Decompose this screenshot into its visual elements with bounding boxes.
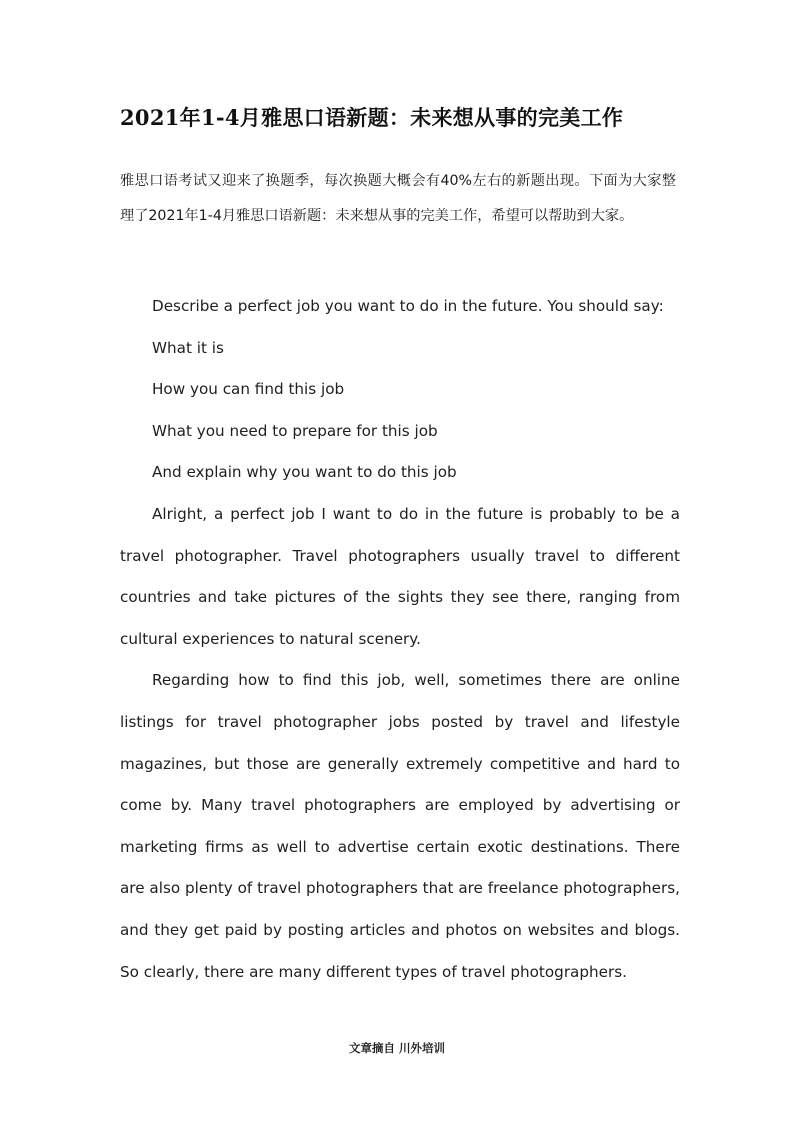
article-body: [120, 286, 680, 993]
prompt-point: How you can find this job: [152, 380, 345, 399]
prompt-point: And explain why you want to do this job: [152, 463, 457, 482]
prompt-question: Describe a perfect job you want to do in the future. You should say:: [152, 297, 664, 315]
answer-paragraph: Regarding how to find this job, well, sometimes there are online listings for travel photographer jobs posted by travel and lifestyle magazines, but those are generally extremely competitive and hard to come by. Many travel photographers are employed by advertising or marketing firms as well to advertise certain exotic destinations. There are also plenty of travel photographers that are freelance photographers, and they get paid by posting articles and photos on websites and blogs. So clearly, there are many different types of travel photographers.: [120, 671, 680, 981]
prompt-point: What it is: [152, 338, 224, 357]
answer-paragraph: Alright, a perfect job I want to do in the future is probably to be a travel photographer. Travel photographers usually travel to different countries and take pictures of the sights they see there, ranging from cultural experiences to natural scenery.: [120, 504, 680, 648]
intro-section: [120, 164, 676, 234]
page-title: 2021年1-4月雅思口语新题：未来想从事的完美工作: [120, 105, 624, 130]
prompt-point: What you need to prepare for this job: [152, 421, 438, 440]
footer-source: 文章摘自 川外培训: [348, 1041, 445, 1055]
intro-paragraph: 雅思口语考试又迎来了换题季，每次换题大概会有40%左右的新题出现。下面为大家整理了2021年1-4月雅思口语新题：未来想从事的完美工作，希望可以帮助到大家。: [120, 173, 676, 224]
